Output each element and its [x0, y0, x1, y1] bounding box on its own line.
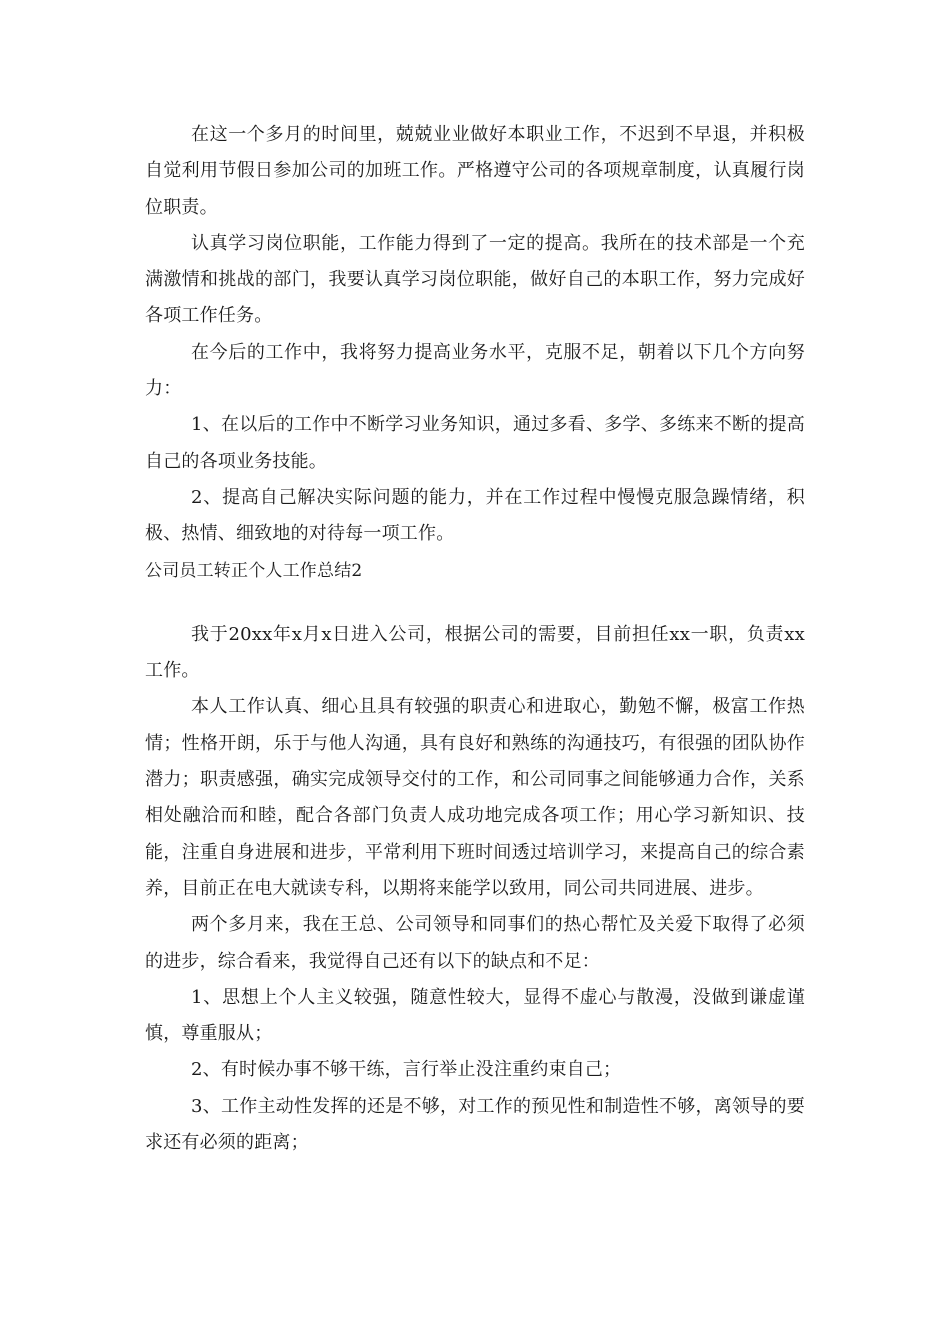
paragraph: 在今后的工作中，我将努力提高业务水平，克服不足，朝着以下几个方向努力： — [145, 341, 805, 400]
section-title: 公司员工转正个人工作总结2 — [145, 560, 363, 581]
list-item: 3、工作主动性发挥的还是不够，对工作的预见性和制造性不够，离领导的要求还有必须的距离； — [145, 1095, 805, 1154]
paragraph: 我于20xx年x月x日进入公司，根据公司的需要，目前担任xx一职，负责xx工作。 — [145, 623, 805, 682]
list-item: 2、提高自己解决实际问题的能力，并在工作过程中慢慢克服急躁情绪，积极、热情、细致地的对待每一项工作。 — [145, 486, 805, 545]
list-item: 2、有时候办事不够干练，言行举止没注重约束自己； — [191, 1059, 622, 1081]
paragraph: 两个多月来，我在王总、公司领导和同事们的热心帮忙及关爱下取得了必须的进步，综合看来，我觉得自己还有以下的缺点和不足： — [145, 914, 805, 972]
list-item: 1、思想上个人主义较强，随意性较大，显得不虚心与散漫，没做到谦虚谨慎，尊重服从； — [145, 986, 805, 1045]
paragraph: 在这一个多月的时间里，兢兢业业做好本职业工作，不迟到不早退，并积极自觉利用节假日参加公司的加班工作。严格遵守公司的各项规章制度，认真履行岗位职责。 — [145, 124, 805, 218]
list-item: 1、在以后的工作中不断学习业务知识，通过多看、多学、多练来不断的提高自己的各项业务技能。 — [145, 414, 805, 472]
document-page — [145, 117, 805, 1161]
paragraph: 本人工作认真、细心且具有较强的职责心和进取心，勤勉不懈，极富工作热情；性格开朗，乐于与他人沟通，具有良好和熟练的沟通技巧，有很强的团队协作潜力；职责感强，确实完成领导交付的工作，和公司同事之间能够通力合作，关系相处融洽而和睦，配合各部门负责人成功地完成各项工作；用心学习新知识、技能，注重自身进展和进步，平常利用下班时间透过培训学习，来提高自己的综合素养，目前正在电大就读专科，以期将来能学以致用，同公司共同进展、进步。 — [145, 696, 805, 899]
paragraph: 认真学习岗位职能，工作能力得到了一定的提高。我所在的技术部是一个充满激情和挑战的部门，我要认真学习岗位职能，做好自己的本职工作，努力完成好各项工作任务。 — [145, 232, 805, 327]
